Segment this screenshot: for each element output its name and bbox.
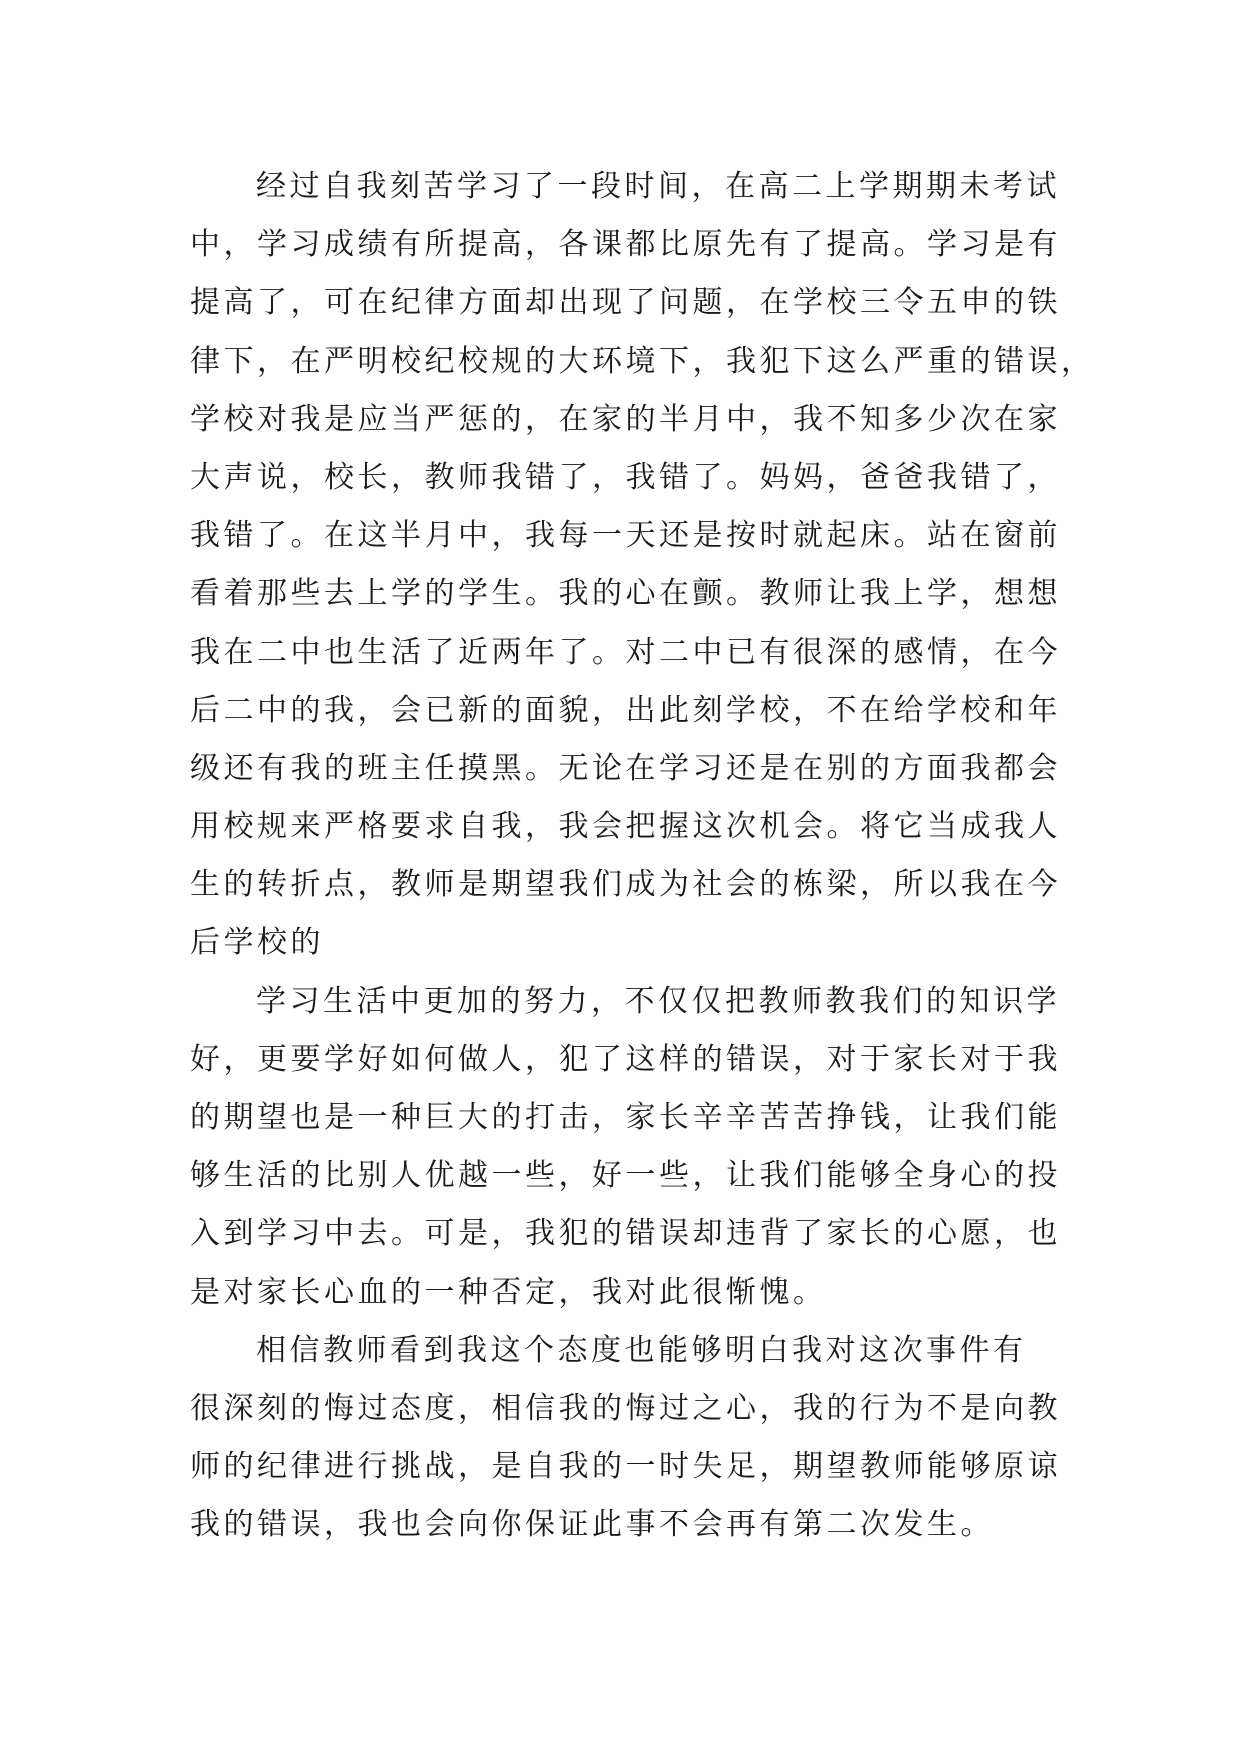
- document-body: [190, 158, 1095, 1555]
- text-line: 我错了。在这半月中，我每一天还是按时就起床。站在窗前: [190, 518, 1061, 554]
- text-line: 看着那些去上学的学生。我的心在颤。教师让我上学，想想: [190, 576, 1061, 612]
- text-line: 是对家长心血的一种否定，我对此很惭愧。: [190, 1274, 827, 1310]
- text-line: 大声说，校长，教师我错了，我错了。妈妈，爸爸我错了，: [190, 459, 1061, 495]
- text-line: 我的错误，我也会向你保证此事不会再有第二次发生。: [190, 1507, 994, 1543]
- text-line: 中，学习成绩有所提高，各课都比原先有了提高。学习是有: [190, 227, 1061, 263]
- text-line: 学校对我是应当严惩的，在家的半月中，我不知多少次在家: [190, 401, 1061, 437]
- text-line: 后学校的: [190, 925, 324, 961]
- text-line: 我在二中也生活了近两年了。对二中已有很深的感情，在今: [190, 634, 1061, 670]
- text-line: 够生活的比别人优越一些，好一些，让我们能够全身心的投: [190, 1158, 1061, 1194]
- text-line: 后二中的我，会已新的面貌，出此刻学校，不在给学校和年: [190, 692, 1061, 728]
- text-line: 入到学习中去。可是，我犯的错误却违背了家长的心愿，也: [190, 1216, 1061, 1252]
- text-line: 很深刻的悔过态度，相信我的悔过之心，我的行为不是向教: [190, 1390, 1061, 1426]
- paragraph-first-line: 学习生活中更加的努力，不仅仅把教师教我们的知识学: [256, 983, 1060, 1019]
- text-line: 级还有我的班主任摸黑。无论在学习还是在别的方面我都会: [190, 750, 1061, 786]
- text-line: 好，更要学好如何做人，犯了这样的错误，对于家长对于我: [190, 1041, 1061, 1077]
- text-line: 师的纪律进行挑战，是自我的一时失足，期望教师能够原谅: [190, 1449, 1061, 1485]
- text-line: 律下，在严明校纪校规的大环境下，我犯下这么严重的错误，: [190, 343, 1095, 379]
- text-line: 生的转折点，教师是期望我们成为社会的栋梁，所以我在今: [190, 867, 1061, 903]
- paragraph-first-line: 经过自我刻苦学习了一段时间，在高二上学期期未考试: [256, 169, 1060, 204]
- paragraph-first-line: 相信教师看到我这个态度也能够明白我对这次事件有: [256, 1332, 1027, 1368]
- text-line: 提高了，可在纪律方面却出现了问题，在学校三令五申的铁: [190, 285, 1061, 321]
- text-line: 的期望也是一种巨大的打击，家长辛辛苦苦挣钱，让我们能: [190, 1100, 1061, 1135]
- text-line: 用校规来严格要求自我，我会把握这次机会。将它当成我人: [190, 809, 1061, 845]
